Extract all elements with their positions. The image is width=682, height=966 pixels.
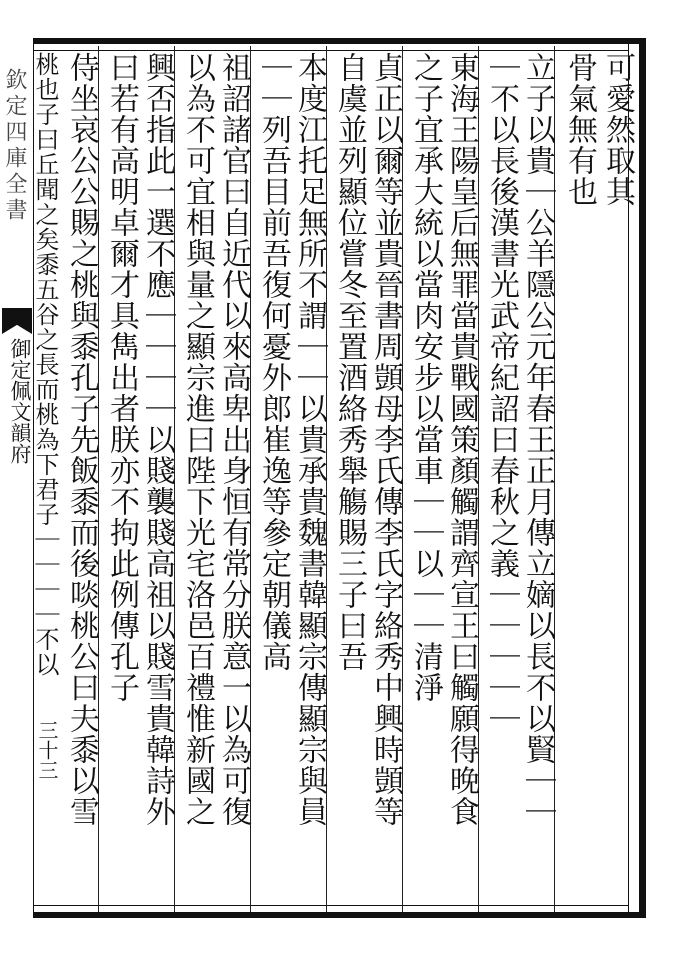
text-column-3: 立子以貴｜公羊隱公元年春王正月傳立嫡以長不以賢｜｜ [520,52,555,827]
text-column-11: 祖詔諸官曰自近代以來高卑出身恒有常分朕意一以為可復 [216,52,251,827]
text-column-12: 以為不可宜相與量之顯宗進曰陛下光宅洛邑百禮惟新國之 [180,52,215,827]
text-column-9: 本度江托足無所不謂｜｜以貴承貴魏書韓顯宗傳顯宗與員 [292,52,327,827]
inner-rule-top [34,50,629,51]
page-number: 三十三 [35,720,59,780]
text-column-1: 可愛然取其 [600,52,635,207]
text-column-15: 侍坐哀公公賜之桃與黍孔子先飯黍而後啖桃公曰夫黍以雪 [64,52,99,827]
text-column-13: 興否指此一選不應｜｜｜｜以賤襲賤高祖以賤雪貴韓詩外 [140,52,175,827]
text-column-16: 桃也子曰丘聞之矣黍五谷之長而桃為下君子｜｜｜｜不以 [31,52,59,677]
text-column-6: 之子宜承大統以當肉安步以當車｜｜以｜｜清淨 [408,52,443,703]
text-column-4: ｜不以長後漢書光武帝紀詔曰春秋之義｜｜｜｜｜ [484,52,519,734]
text-column-14: 曰若有高明卓爾才具雋出者朕亦不拘此例傳孔子 [104,52,139,703]
text-column-5: 東海王陽皇后無罪當貴戰國策顏觸謂齊宣王曰觸願得晚食 [444,52,479,827]
gutter-collection-title: 欽定四庫全書 [2,68,27,224]
gutter-book-title: 御定佩文韻府 [8,338,32,464]
text-column-2: 骨氣無有也 [562,52,597,207]
text-column-10: ｜｜列吾目前吾復何憂外郎崔逸等參定朝儀高 [256,52,291,672]
text-column-8: 自虞並列顯位嘗冬至置酒絡秀舉觴賜三子曰吾 [332,52,367,672]
text-column-7: 貞正以爾等並貴晉書周顗母李氏傳李氏字絡秀中興時顗等 [368,52,403,827]
